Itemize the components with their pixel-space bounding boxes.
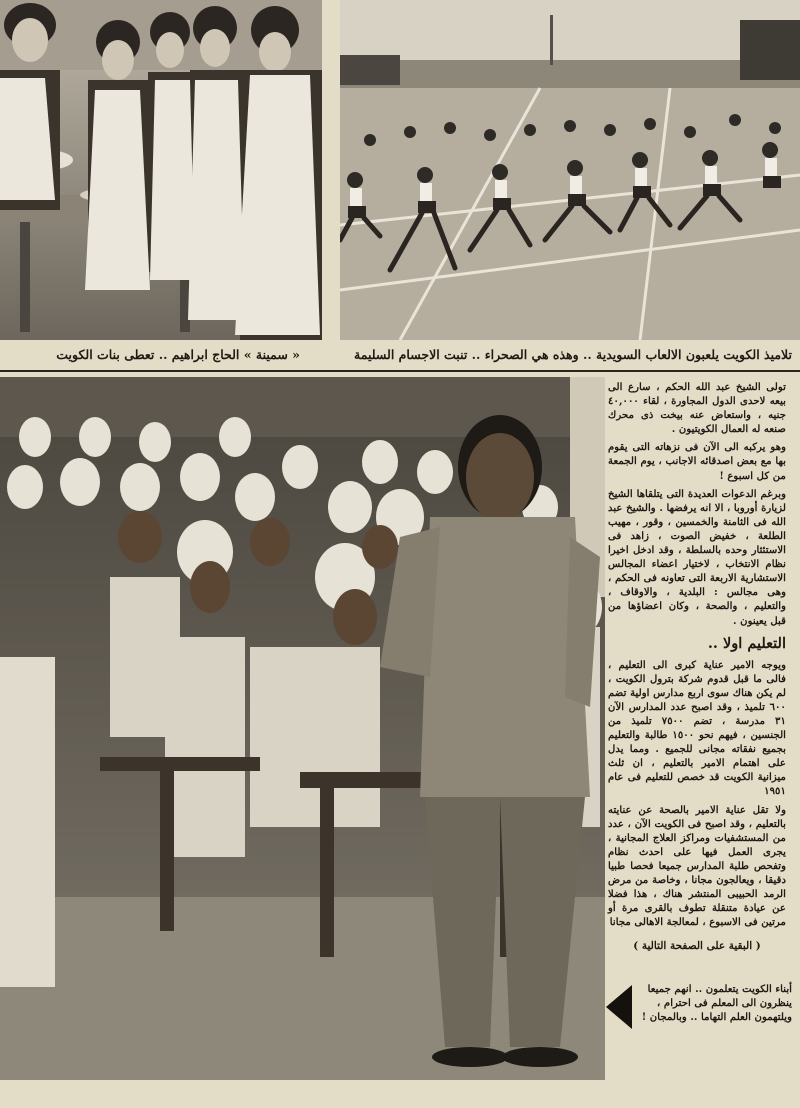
photo-classroom	[0, 377, 605, 1080]
caption-boys-exercising: تلاميذ الكويت يلعبون الالعاب السويدية .. وهذه هي الصحراء .. تنبت الاجسام السليمة	[354, 347, 792, 362]
photo-girls-cooking	[0, 0, 322, 340]
article-paragraph: ويوجه الامير عناية كبرى الى التعليم ، فالى ما قبل قدوم شركة بترول الكويت ، لم يكن هناك سوى اربع مدارس اولية تضم ٦٠٠ تلميذ ، وقد اصبح عدد المدارس الآن ٣١ مدرسة ، تضم ٧٥٠٠ تلميذ من الجنسين ، فيهم نحو ١٥٠٠ طالبة والتعليم بجميع نفقاته مجانى للجميع . ومما يدل على اهتمام الامير بالتعليم ، ان ثلث ميزانية الكويت قد خصص للتعليم فى عام ١٩٥١	[608, 658, 786, 798]
caption-rule	[0, 370, 800, 372]
article-column	[608, 380, 786, 953]
caption-classroom: أبناء الكويت يتعلمون .. انهم جميعا ينظرون الى المعلم فى احترام ، ويلتهمون العلم التهاما .. وبالمجان !	[641, 983, 792, 1023]
article-paragraph: ولا تقل عناية الامير بالصحة عن عنايته بالتعليم ، وقد اصبح فى الكويت الآن ، عدد من المستشفيات ومراكز العلاج المجانية ، يجرى العمل فيها على احدث نظام وتفحص طلبة المدارس جميعا فحصا طبيا دقيقا ، ويعالجون مجانا ، وخاصة من مرض الرمد الحبيبى المنتشر هناك ، هذا فضلا عن عيادة متنقلة تطوف بالقرى مرة أو مرتين فى الاسبوع ، لمعالجة الاهالى مجانا	[608, 803, 786, 929]
article-paragraph: وبرغم الدعوات العديدة التى يتلقاها الشيخ لزيارة أوروبا ، الا انه يرفضها . والشيخ عبد الله فى الثامنة والخمسين ، وقور ، مهيب الطلعة ، خفيض الصوت ، زاهد فى الاستئثار وحده بالسلطة ، وقد ادخل اخيرا نظام الانتخاب ، لاختيار اعضاء المجالس الاستشارية الاربعة التى تعاونه فى الحكم ، وهى مجالس : البلدية ، والاوقاف ، والتعليم ، والصحة ، وكان اعضاؤها من قبل يعينون .	[608, 487, 786, 627]
article-paragraph: تولى الشيخ عبد الله الحكم ، سارع الى بيعه لاحدى الدول المجاورة ، لقاء ٤٠,٠٠٠ جنيه ، واستعاض عنه بيخت ذى محرك صنعه له العمال الكويتيون .	[608, 381, 786, 436]
continued-note: ( البقية على الصفحة التالية )	[633, 940, 761, 953]
article-paragraph: وهو يركبه الى الآن فى نزهاته التى يقوم بها مع بعض اصدقائه الاجانب ، يوم الجمعة من كل اسبوع !	[608, 441, 786, 482]
photo-boys-exercising	[340, 0, 800, 340]
article-subheading: التعليم اولا ..	[707, 634, 786, 652]
caption-pointer-arrow	[606, 985, 632, 1029]
caption-girls-cooking: « سمينة » الحاج ابراهيم .. تعطى بنات الكويت	[56, 347, 300, 362]
